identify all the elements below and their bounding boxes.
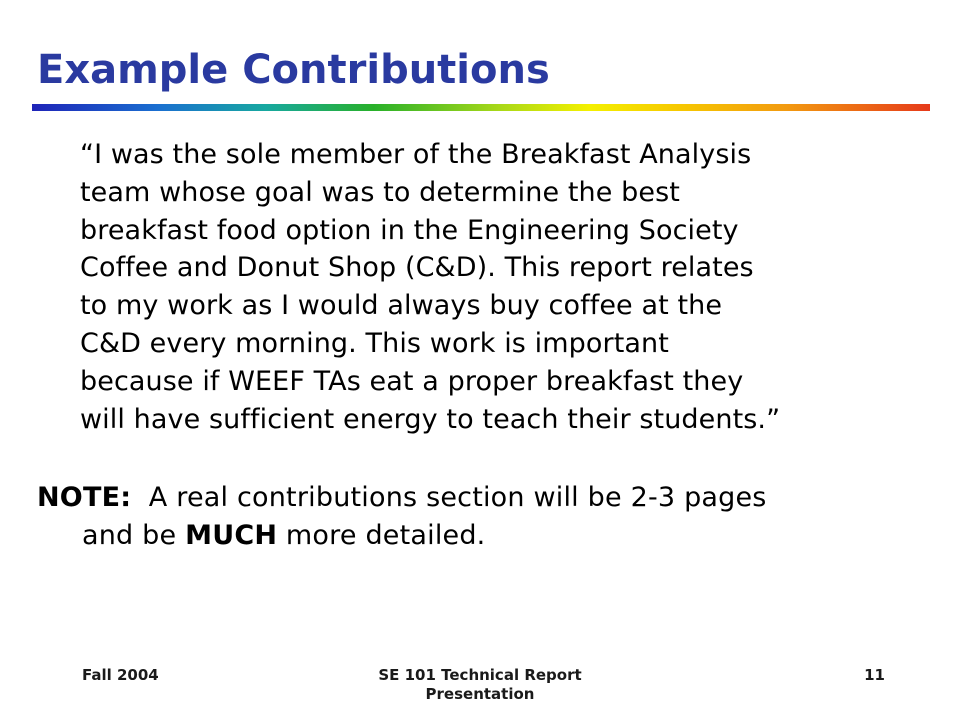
note-line-2: [37, 517, 917, 555]
note-text-post: more detailed.: [277, 520, 486, 551]
quote-line: to my work as I would always buy coffee at the: [80, 290, 723, 322]
quote-line: Coffee and Donut Shop (C&D). This report relates: [80, 252, 754, 284]
footer-course-title: [290, 666, 670, 704]
title-gradient-rule: [32, 104, 930, 111]
note-paragraph: [37, 479, 917, 555]
footer-date: Fall 2004: [82, 666, 159, 684]
note-line-1: [37, 479, 917, 517]
quote-line: “I was the sole member of the Breakfast Analysis: [80, 139, 752, 170]
quote-line: because if WEEF TAs eat a proper breakfast they: [80, 365, 744, 397]
slide-title: Example Contributions: [37, 47, 550, 93]
quote-line: team whose goal was to determine the best: [80, 176, 680, 208]
contribution-quote: [82, 136, 922, 438]
note-text: A real contributions section will be 2-3 pages: [131, 482, 767, 513]
note-emphasis: MUCH: [185, 520, 278, 551]
quote-line: breakfast food option in the Engineering Society: [80, 214, 739, 246]
note-label: NOTE:: [37, 482, 132, 513]
slide-number: 11: [864, 666, 885, 684]
note-text-pre: and be: [82, 520, 186, 551]
footer-course-line-2: Presentation: [425, 685, 535, 703]
quote-line: C&D every morning. This work is important: [80, 327, 669, 359]
footer-course-line-1: SE 101 Technical Report: [378, 666, 582, 684]
quote-line: will have sufficient energy to teach their students.”: [80, 403, 781, 435]
